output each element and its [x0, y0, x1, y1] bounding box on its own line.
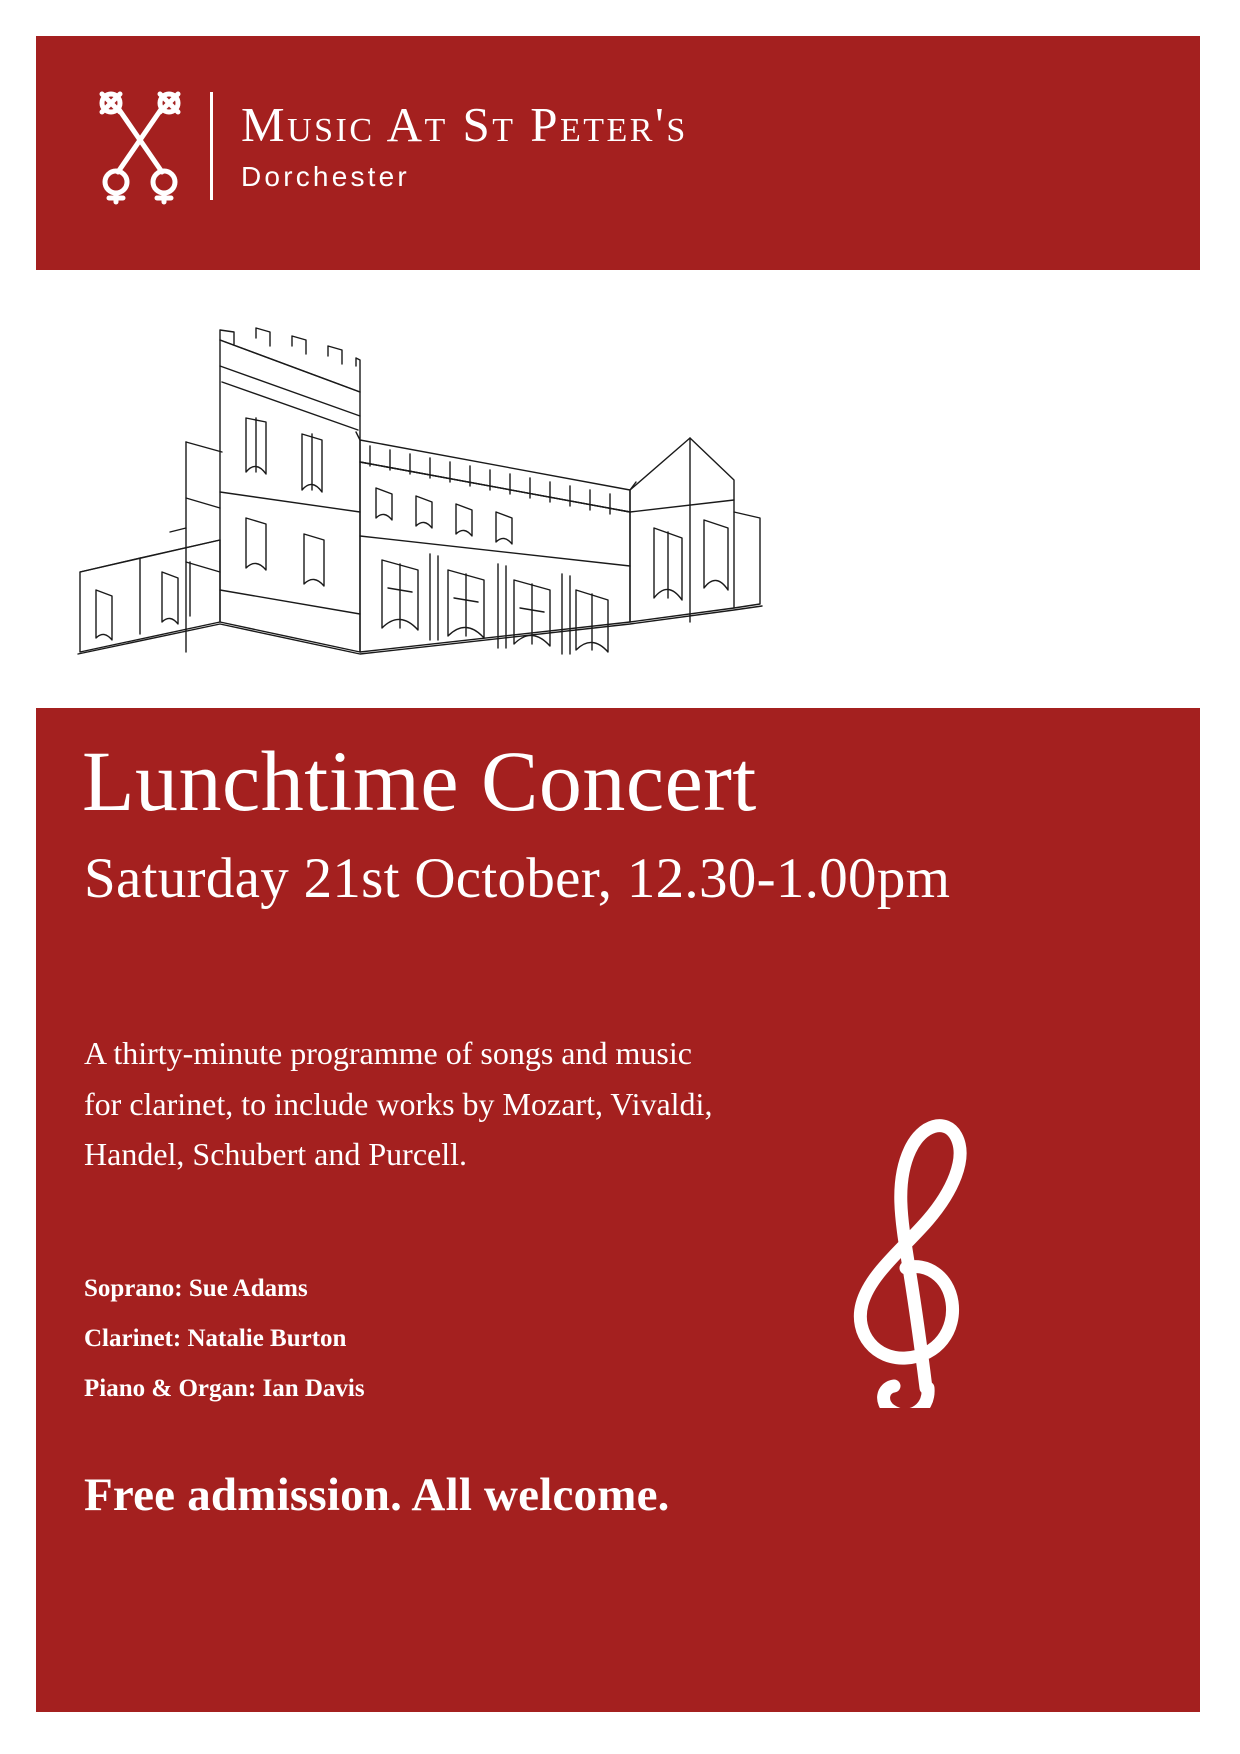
programme-line: Handel, Schubert and Purcell.	[84, 1136, 467, 1173]
performer-piano-organ: Piano & Organ: Ian Davis	[84, 1375, 365, 1402]
crossed-keys-icon	[84, 86, 196, 206]
performer-soprano: Soprano: Sue Adams	[84, 1275, 308, 1302]
programme-description	[84, 1028, 824, 1180]
concert-title: Lunchtime Concert	[82, 733, 757, 829]
church-line-drawing	[70, 322, 770, 672]
concert-date-time: Saturday 21st October, 12.30-1.00pm	[84, 847, 951, 910]
organisation-location: Dorchester	[241, 160, 410, 192]
organisation-name: Music At St Peter's	[241, 97, 688, 153]
programme-line: A thirty-minute programme of songs and music	[84, 1035, 692, 1071]
admission-note: Free admission. All welcome.	[84, 1469, 670, 1521]
performers-list	[84, 1264, 704, 1414]
main-content-panel	[36, 708, 1200, 1712]
logo-divider	[210, 92, 213, 200]
treble-clef-icon	[806, 1088, 1026, 1408]
logo-text	[241, 99, 688, 192]
performer-clarinet: Clarinet: Natalie Burton	[84, 1325, 347, 1352]
logo-lockup	[84, 86, 688, 206]
header-band	[36, 36, 1200, 270]
programme-line: for clarinet, to include works by Mozart, Vivaldi,	[84, 1085, 713, 1122]
